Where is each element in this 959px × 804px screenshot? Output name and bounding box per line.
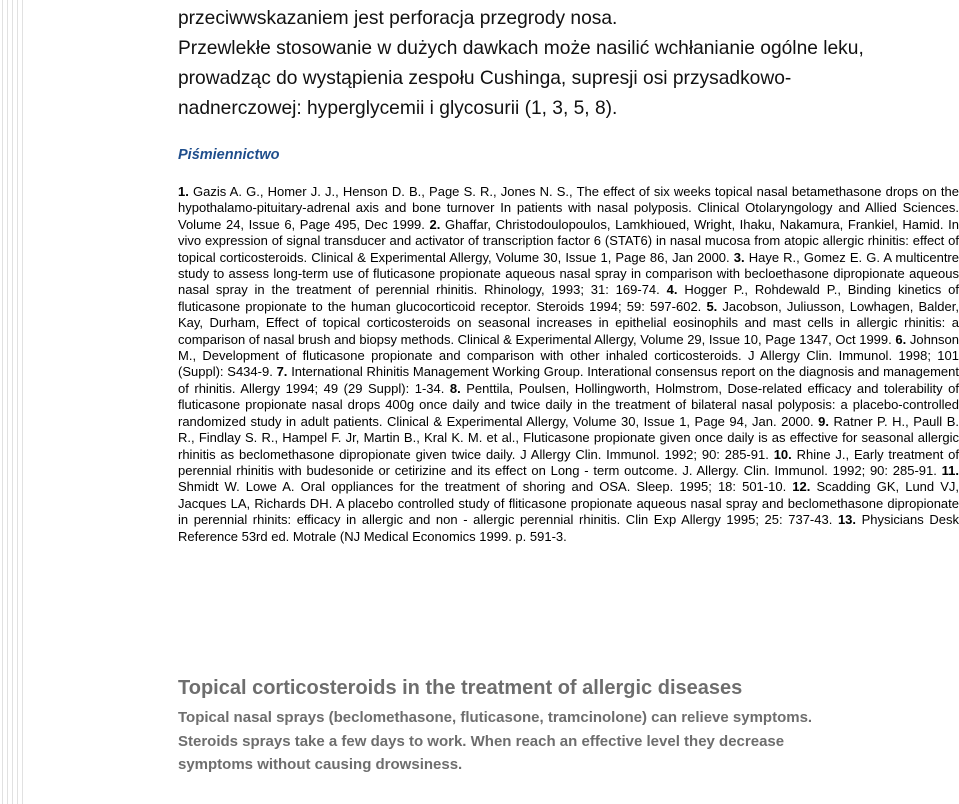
reference-text: Haye R., Gomez E. G. A multicentre study to assess long-term use of fluticasone propionate aqueous nasal spray in comparison with becloethasone dipropionate aqueous nasal spray in the treatment of perennial rhinitis. Rhinology, 1993; 31: 169-74. [178, 249, 959, 298]
reference-text: Physicians Desk Reference 53rd ed. Motrale (NJ Medical Economics 1999. p. 591-3. [178, 512, 959, 544]
reference-text: Ghaffar, Christodoulopoulos, Lamkhioued, Wright, Ihaku, Nakamura, Frankiel, Hamid. In vivo expression of signal transducer and activator of transcription factor 6 (STAT6) in nasal mucosa from atopic allergic rhinitis: effect of topical corticosteroids. Clinical & Experimental Allergy, Volume 30, Issue 1, Page 86, Jan 2000. [178, 216, 959, 265]
section-line: Steroids sprays take a few days to work. When reach an effective level they decrease [178, 732, 785, 750]
reference-text: International Rhinitis Management Working Group. Interational consensus report on the diagnosis and management of rhinitis. Allergy 1994; 49 (29 Suppl): 1-34. [178, 364, 959, 396]
reference-number: 6. [895, 331, 907, 347]
section-line: symptoms without causing drowsiness. [178, 756, 463, 773]
document-page [178, 0, 959, 773]
reference-text: Scadding GK, Lund VJ, Jacques LA, Richards DH. A placebo controlled study of fliticasone propionate aqueous nasal spray and beclomethasone dipropionate in perennial rhinits: efficacy in allergic and non - allergic perennial rhinitis. Clin Exp Allergy 1995; 25: 737-43. [178, 479, 959, 528]
reference-number: 7. [276, 364, 288, 380]
reference-text: Hogger P., Rohdewald P., Binding kinetics of fluticasone propionate to the human glucocorticoid receptor. Steroids 1994; 59: 597-602. [178, 282, 959, 314]
left-margin-stripes [0, 0, 24, 804]
reference-text: Penttila, Poulsen, Hollingworth, Holmstrom, Dose-related efficacy and tolerability of fluticasone propionate nasal drops 400g once daily and twice daily in the treatment of bilateral nasal polyposis: a placebo-controlled randomized study in adult patients. Clinical & Experimental Allergy, Volume 30, Issue 1, Page 94, Jan. 2000. [178, 380, 959, 429]
reference-text: Ratner P. H., Paull B. R., Findlay S. R., Hampel F. Jr, Martin B., Kral K. M. et al., Fluticasone propionate given once daily is as effective for seasonal allergic rhinitis as beclomethasone dipropionate given twice daily. J Allergy Clin. Immunol. 1992; 90: 285-91. [178, 413, 959, 462]
reference-number: 2. [429, 216, 441, 232]
intro-paragraph [178, 0, 959, 124]
reference-number: 4. [666, 282, 678, 298]
reference-number: 9. [818, 413, 829, 429]
section-title: Topical corticosteroids in the treatment of allergic diseases [178, 677, 743, 699]
reference-number: 8. [449, 380, 461, 396]
reference-text: Gazis A. G., Homer J. J., Henson D. B., Page S. R., Jones N. S., The effect of six weeks topical nasal betamethasone drops on the hypothalamo-pituitary-adrenal axis and bone turnover In patients with nasal polyposis. Clinical Otolaryngology and Allied Sciences. Volume 24, Issue 6, Page 495, Dec 1999. [178, 184, 959, 232]
references-heading: Piśmiennictwo [178, 147, 280, 163]
intro-line: Przewlekłe stosowanie w dużych dawkach może nasilić wchłanianie ogólne leku, [178, 38, 864, 59]
intro-line: przeciwwskazaniem jest perforacja przegrody nosa. [178, 8, 618, 29]
reference-text: Shmidt W. Lowe A. Oral oppliances for the treatment of shoring and OSA. Sleep. 1995; 18: 501-10. [178, 479, 787, 495]
intro-line: prowadząc do wystąpienia zespołu Cushinga, supresji osi przysadkowo- [178, 68, 792, 89]
reference-text: Johnson M., Development of fluticasone propionate and comparison with other inhaled corticosteroids. J Allergy Clin. Immunol. 1998; 101 (Suppl): S434-9. [178, 331, 959, 380]
reference-number: 12. [792, 479, 811, 495]
reference-text: Jacobson, Juliusson, Lowhagen, Balder, Kay, Durham, Effect of topical corticosteroids on seasonal increases in epithelial eosinophils and mast cells in allergic rhinitis: a comparison of nasal brush and biopsy methods. Clinical & Experimental Allergy, Volume 29, Issue 10, Page 1347, Oct 1999. [178, 298, 959, 347]
section-body [178, 706, 959, 777]
references-list [178, 184, 959, 545]
intro-line: nadnerczowej: hyperglycemii i glycosurii (1, 3, 5, 8). [178, 98, 618, 119]
reference-number: 10. [773, 446, 792, 462]
reference-number: 13. [837, 512, 857, 528]
section-line: Topical nasal sprays (beclomethasone, fluticasone, tramcinolone) can relieve symptoms. [178, 709, 813, 726]
reference-number: 5. [706, 298, 718, 314]
reference-number: 3. [733, 249, 745, 265]
reference-number: 1. [178, 184, 189, 199]
reference-text: Rhine J., Early treatment of perennial rhinitis with budesonide or cetirizine and its effect on Long - term outcome. J. Allergy. Clin. Immunol. 1992; 90: 285-91. [178, 446, 959, 478]
reference-number: 11. [941, 462, 959, 478]
